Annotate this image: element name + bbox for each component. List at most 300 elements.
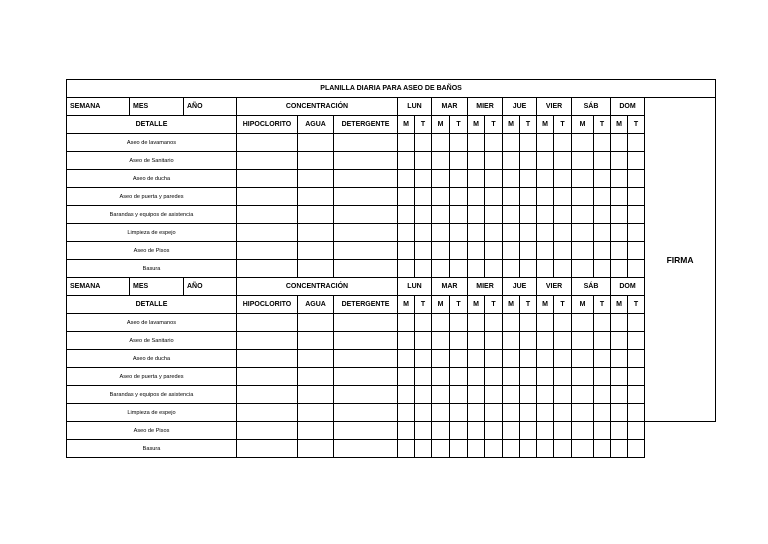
checkbox-mier-m[interactable] bbox=[468, 260, 485, 278]
checkbox-dom-m[interactable] bbox=[611, 260, 628, 278]
shift-t-mier: T bbox=[485, 116, 503, 134]
checkbox-mar-m[interactable] bbox=[432, 260, 450, 278]
agua-cell[interactable] bbox=[298, 386, 334, 404]
checkbox-mar-m[interactable] bbox=[432, 134, 450, 152]
hipoclorito-cell[interactable] bbox=[237, 206, 298, 224]
detergente-cell[interactable] bbox=[334, 152, 398, 170]
checkbox-lun-t[interactable] bbox=[415, 188, 432, 206]
checkbox-sab-m[interactable] bbox=[572, 260, 594, 278]
checkbox-vier-m[interactable] bbox=[537, 422, 554, 440]
checkbox-mier-t[interactable] bbox=[485, 350, 503, 368]
checkbox-dom-m[interactable] bbox=[611, 188, 628, 206]
checkbox-vier-m[interactable] bbox=[537, 224, 554, 242]
checkbox-dom-t[interactable] bbox=[628, 314, 645, 332]
checkbox-sab-m[interactable] bbox=[572, 206, 594, 224]
checkbox-jue-t[interactable] bbox=[520, 314, 537, 332]
checkbox-dom-m[interactable] bbox=[611, 440, 628, 458]
shift-t-mier: T bbox=[485, 296, 503, 314]
checkbox-jue-t[interactable] bbox=[520, 206, 537, 224]
checkbox-dom-t[interactable] bbox=[628, 440, 645, 458]
checkbox-dom-m[interactable] bbox=[611, 404, 628, 422]
checkbox-mier-t[interactable] bbox=[485, 314, 503, 332]
checkbox-mier-m[interactable] bbox=[468, 350, 485, 368]
detalle-label: DETALLE bbox=[67, 296, 237, 314]
checkbox-jue-m[interactable] bbox=[503, 170, 520, 188]
agua-cell[interactable] bbox=[298, 224, 334, 242]
checkbox-mier-t[interactable] bbox=[485, 206, 503, 224]
checkbox-dom-m[interactable] bbox=[611, 332, 628, 350]
day-header-dom: DOM bbox=[611, 278, 645, 296]
shift-t-lun: T bbox=[415, 296, 432, 314]
checkbox-vier-t[interactable] bbox=[554, 224, 572, 242]
shift-t-mar: T bbox=[450, 296, 468, 314]
checkbox-mier-m[interactable] bbox=[468, 242, 485, 260]
checkbox-mar-t[interactable] bbox=[450, 332, 468, 350]
hipoclorito-cell[interactable] bbox=[237, 332, 298, 350]
hipoclorito-cell[interactable] bbox=[237, 386, 298, 404]
checkbox-vier-m[interactable] bbox=[537, 386, 554, 404]
checkbox-dom-m[interactable] bbox=[611, 206, 628, 224]
checkbox-mier-t[interactable] bbox=[485, 170, 503, 188]
checkbox-jue-m[interactable] bbox=[503, 260, 520, 278]
checkbox-sab-t[interactable] bbox=[594, 314, 611, 332]
detergente-cell[interactable] bbox=[334, 350, 398, 368]
block-1-task-row bbox=[67, 188, 716, 206]
checkbox-dom-m[interactable] bbox=[611, 422, 628, 440]
checkbox-mar-m[interactable] bbox=[432, 224, 450, 242]
checkbox-sab-m[interactable] bbox=[572, 170, 594, 188]
checkbox-mar-m[interactable] bbox=[432, 368, 450, 386]
checkbox-sab-t[interactable] bbox=[594, 206, 611, 224]
checkbox-mier-t[interactable] bbox=[485, 224, 503, 242]
detergente-cell[interactable] bbox=[334, 188, 398, 206]
checkbox-vier-t[interactable] bbox=[554, 386, 572, 404]
checkbox-mar-t[interactable] bbox=[450, 368, 468, 386]
checkbox-vier-t[interactable] bbox=[554, 422, 572, 440]
checkbox-mier-t[interactable] bbox=[485, 404, 503, 422]
checkbox-sab-t[interactable] bbox=[594, 332, 611, 350]
checkbox-lun-m[interactable] bbox=[398, 332, 415, 350]
checkbox-lun-t[interactable] bbox=[415, 134, 432, 152]
checkbox-dom-t[interactable] bbox=[628, 422, 645, 440]
checkbox-vier-t[interactable] bbox=[554, 314, 572, 332]
checkbox-dom-t[interactable] bbox=[628, 404, 645, 422]
checkbox-mier-t[interactable] bbox=[485, 368, 503, 386]
hipoclorito-cell[interactable] bbox=[237, 152, 298, 170]
checkbox-mar-t[interactable] bbox=[450, 152, 468, 170]
detergente-cell[interactable] bbox=[334, 242, 398, 260]
checkbox-jue-m[interactable] bbox=[503, 404, 520, 422]
checkbox-mier-m[interactable] bbox=[468, 422, 485, 440]
detergente-cell[interactable] bbox=[334, 134, 398, 152]
checkbox-sab-t[interactable] bbox=[594, 386, 611, 404]
checkbox-dom-t[interactable] bbox=[628, 170, 645, 188]
checkbox-lun-m[interactable] bbox=[398, 386, 415, 404]
checkbox-lun-m[interactable] bbox=[398, 350, 415, 368]
day-header-mier: MIER bbox=[468, 98, 503, 116]
checkbox-sab-m[interactable] bbox=[572, 368, 594, 386]
checkbox-mar-m[interactable] bbox=[432, 350, 450, 368]
checkbox-lun-m[interactable] bbox=[398, 314, 415, 332]
checkbox-mar-t[interactable] bbox=[450, 260, 468, 278]
checkbox-lun-t[interactable] bbox=[415, 224, 432, 242]
agua-cell[interactable] bbox=[298, 152, 334, 170]
hipoclorito-cell[interactable] bbox=[237, 368, 298, 386]
checkbox-vier-m[interactable] bbox=[537, 170, 554, 188]
checkbox-mier-t[interactable] bbox=[485, 440, 503, 458]
checkbox-dom-t[interactable] bbox=[628, 332, 645, 350]
checkbox-vier-m[interactable] bbox=[537, 188, 554, 206]
checkbox-mier-m[interactable] bbox=[468, 404, 485, 422]
checkbox-sab-m[interactable] bbox=[572, 314, 594, 332]
checkbox-vier-t[interactable] bbox=[554, 350, 572, 368]
checkbox-mar-m[interactable] bbox=[432, 242, 450, 260]
checkbox-vier-m[interactable] bbox=[537, 242, 554, 260]
block-1-header-row bbox=[67, 98, 716, 116]
hipoclorito-cell[interactable] bbox=[237, 242, 298, 260]
checkbox-jue-t[interactable] bbox=[520, 368, 537, 386]
checkbox-mier-t[interactable] bbox=[485, 386, 503, 404]
checkbox-lun-t[interactable] bbox=[415, 350, 432, 368]
checkbox-sab-m[interactable] bbox=[572, 134, 594, 152]
task-label: Aseo de Sanitario bbox=[67, 152, 237, 170]
checkbox-dom-t[interactable] bbox=[628, 386, 645, 404]
detergente-cell[interactable] bbox=[334, 404, 398, 422]
checkbox-mar-m[interactable] bbox=[432, 152, 450, 170]
checkbox-lun-m[interactable] bbox=[398, 152, 415, 170]
checkbox-vier-m[interactable] bbox=[537, 332, 554, 350]
checkbox-mier-t[interactable] bbox=[485, 242, 503, 260]
checkbox-sab-m[interactable] bbox=[572, 350, 594, 368]
checkbox-mier-m[interactable] bbox=[468, 206, 485, 224]
checkbox-jue-m[interactable] bbox=[503, 224, 520, 242]
day-header-jue: JUE bbox=[503, 98, 537, 116]
checkbox-mar-t[interactable] bbox=[450, 242, 468, 260]
checkbox-jue-t[interactable] bbox=[520, 404, 537, 422]
detergente-cell[interactable] bbox=[334, 422, 398, 440]
checkbox-mar-t[interactable] bbox=[450, 404, 468, 422]
shift-t-jue: T bbox=[520, 116, 537, 134]
checkbox-sab-t[interactable] bbox=[594, 134, 611, 152]
checkbox-dom-m[interactable] bbox=[611, 224, 628, 242]
checkbox-mier-m[interactable] bbox=[468, 314, 485, 332]
hipoclorito-cell[interactable] bbox=[237, 422, 298, 440]
checkbox-lun-m[interactable] bbox=[398, 260, 415, 278]
hipoclorito-cell[interactable] bbox=[237, 188, 298, 206]
checkbox-jue-m[interactable] bbox=[503, 332, 520, 350]
checkbox-jue-t[interactable] bbox=[520, 386, 537, 404]
checkbox-sab-t[interactable] bbox=[594, 260, 611, 278]
checkbox-dom-m[interactable] bbox=[611, 170, 628, 188]
checkbox-mar-m[interactable] bbox=[432, 422, 450, 440]
checkbox-sab-m[interactable] bbox=[572, 152, 594, 170]
checkbox-dom-m[interactable] bbox=[611, 134, 628, 152]
checkbox-jue-m[interactable] bbox=[503, 314, 520, 332]
day-header-mar: MAR bbox=[432, 278, 468, 296]
checkbox-lun-m[interactable] bbox=[398, 242, 415, 260]
checkbox-mier-t[interactable] bbox=[485, 260, 503, 278]
checkbox-lun-m[interactable] bbox=[398, 206, 415, 224]
checkbox-jue-t[interactable] bbox=[520, 224, 537, 242]
checkbox-lun-t[interactable] bbox=[415, 368, 432, 386]
checkbox-dom-t[interactable] bbox=[628, 368, 645, 386]
checkbox-dom-m[interactable] bbox=[611, 350, 628, 368]
checkbox-jue-m[interactable] bbox=[503, 188, 520, 206]
checkbox-jue-m[interactable] bbox=[503, 368, 520, 386]
checkbox-sab-t[interactable] bbox=[594, 152, 611, 170]
checkbox-dom-m[interactable] bbox=[611, 386, 628, 404]
agua-cell[interactable] bbox=[298, 314, 334, 332]
checkbox-lun-t[interactable] bbox=[415, 152, 432, 170]
detergente-cell[interactable] bbox=[334, 386, 398, 404]
block-2-task-row bbox=[67, 386, 716, 404]
checkbox-lun-t[interactable] bbox=[415, 422, 432, 440]
checkbox-mar-t[interactable] bbox=[450, 206, 468, 224]
checkbox-lun-t[interactable] bbox=[415, 332, 432, 350]
checkbox-mier-t[interactable] bbox=[485, 134, 503, 152]
checkbox-dom-t[interactable] bbox=[628, 152, 645, 170]
agua-cell[interactable] bbox=[298, 332, 334, 350]
checkbox-vier-t[interactable] bbox=[554, 134, 572, 152]
checkbox-lun-m[interactable] bbox=[398, 170, 415, 188]
shift-m-dom: M bbox=[611, 296, 628, 314]
checkbox-lun-t[interactable] bbox=[415, 440, 432, 458]
detergente-cell[interactable] bbox=[334, 368, 398, 386]
task-label: Aseo de Pisos bbox=[67, 242, 237, 260]
checkbox-vier-m[interactable] bbox=[537, 350, 554, 368]
checkbox-mar-t[interactable] bbox=[450, 422, 468, 440]
checkbox-vier-m[interactable] bbox=[537, 440, 554, 458]
checkbox-mar-t[interactable] bbox=[450, 134, 468, 152]
checkbox-mier-t[interactable] bbox=[485, 332, 503, 350]
checkbox-sab-t[interactable] bbox=[594, 368, 611, 386]
hipoclorito-cell[interactable] bbox=[237, 440, 298, 458]
checkbox-vier-t[interactable] bbox=[554, 170, 572, 188]
checkbox-mier-t[interactable] bbox=[485, 422, 503, 440]
day-header-sab: SÁB bbox=[572, 278, 611, 296]
checkbox-dom-m[interactable] bbox=[611, 152, 628, 170]
checkbox-vier-m[interactable] bbox=[537, 404, 554, 422]
checkbox-mier-m[interactable] bbox=[468, 170, 485, 188]
hipoclorito-cell[interactable] bbox=[237, 350, 298, 368]
checkbox-lun-m[interactable] bbox=[398, 224, 415, 242]
checkbox-lun-t[interactable] bbox=[415, 206, 432, 224]
checkbox-jue-t[interactable] bbox=[520, 242, 537, 260]
checkbox-sab-t[interactable] bbox=[594, 350, 611, 368]
checkbox-mier-m[interactable] bbox=[468, 188, 485, 206]
checkbox-mar-t[interactable] bbox=[450, 314, 468, 332]
checkbox-mier-t[interactable] bbox=[485, 188, 503, 206]
checkbox-jue-t[interactable] bbox=[520, 440, 537, 458]
checkbox-mar-t[interactable] bbox=[450, 170, 468, 188]
hipoclorito-cell[interactable] bbox=[237, 404, 298, 422]
detergente-cell[interactable] bbox=[334, 332, 398, 350]
checkbox-sab-t[interactable] bbox=[594, 404, 611, 422]
concentracion-label: CONCENTRACIÓN bbox=[237, 98, 398, 116]
checkbox-sab-t[interactable] bbox=[594, 440, 611, 458]
checkbox-sab-t[interactable] bbox=[594, 422, 611, 440]
checkbox-dom-t[interactable] bbox=[628, 224, 645, 242]
checkbox-jue-m[interactable] bbox=[503, 242, 520, 260]
checkbox-sab-m[interactable] bbox=[572, 404, 594, 422]
checkbox-mier-m[interactable] bbox=[468, 440, 485, 458]
block-2-task-row bbox=[67, 368, 716, 386]
checkbox-lun-t[interactable] bbox=[415, 170, 432, 188]
day-header-vier: VIER bbox=[537, 98, 572, 116]
checkbox-mier-t[interactable] bbox=[485, 152, 503, 170]
checkbox-vier-m[interactable] bbox=[537, 206, 554, 224]
checkbox-jue-m[interactable] bbox=[503, 152, 520, 170]
checkbox-mar-m[interactable] bbox=[432, 170, 450, 188]
checkbox-mier-m[interactable] bbox=[468, 386, 485, 404]
firma-label: FIRMA bbox=[645, 98, 716, 422]
checkbox-lun-t[interactable] bbox=[415, 242, 432, 260]
checkbox-vier-t[interactable] bbox=[554, 260, 572, 278]
checkbox-lun-t[interactable] bbox=[415, 260, 432, 278]
shift-m-jue: M bbox=[503, 116, 520, 134]
agua-cell[interactable] bbox=[298, 422, 334, 440]
agua-cell[interactable] bbox=[298, 134, 334, 152]
checkbox-mar-m[interactable] bbox=[432, 386, 450, 404]
checkbox-mar-t[interactable] bbox=[450, 224, 468, 242]
agua-cell[interactable] bbox=[298, 368, 334, 386]
checkbox-dom-t[interactable] bbox=[628, 188, 645, 206]
checkbox-jue-t[interactable] bbox=[520, 332, 537, 350]
checkbox-mar-t[interactable] bbox=[450, 188, 468, 206]
checkbox-vier-t[interactable] bbox=[554, 206, 572, 224]
checkbox-vier-m[interactable] bbox=[537, 152, 554, 170]
detergente-cell[interactable] bbox=[334, 314, 398, 332]
checkbox-mar-m[interactable] bbox=[432, 404, 450, 422]
agua-label: AGUA bbox=[298, 296, 334, 314]
hipoclorito-cell[interactable] bbox=[237, 260, 298, 278]
checkbox-sab-m[interactable] bbox=[572, 224, 594, 242]
agua-cell[interactable] bbox=[298, 188, 334, 206]
checkbox-dom-m[interactable] bbox=[611, 314, 628, 332]
checkbox-sab-m[interactable] bbox=[572, 242, 594, 260]
checkbox-mier-m[interactable] bbox=[468, 134, 485, 152]
detergente-cell[interactable] bbox=[334, 224, 398, 242]
checkbox-vier-m[interactable] bbox=[537, 134, 554, 152]
checkbox-lun-m[interactable] bbox=[398, 440, 415, 458]
detergente-cell[interactable] bbox=[334, 206, 398, 224]
checkbox-vier-t[interactable] bbox=[554, 242, 572, 260]
agua-cell[interactable] bbox=[298, 404, 334, 422]
checkbox-jue-m[interactable] bbox=[503, 134, 520, 152]
checkbox-jue-m[interactable] bbox=[503, 206, 520, 224]
checkbox-lun-t[interactable] bbox=[415, 314, 432, 332]
shift-m-vier: M bbox=[537, 296, 554, 314]
hipoclorito-cell[interactable] bbox=[237, 170, 298, 188]
checkbox-sab-t[interactable] bbox=[594, 170, 611, 188]
checkbox-jue-t[interactable] bbox=[520, 152, 537, 170]
checkbox-jue-m[interactable] bbox=[503, 350, 520, 368]
checkbox-dom-t[interactable] bbox=[628, 206, 645, 224]
checkbox-vier-t[interactable] bbox=[554, 188, 572, 206]
checkbox-lun-m[interactable] bbox=[398, 422, 415, 440]
checkbox-sab-t[interactable] bbox=[594, 188, 611, 206]
checkbox-sab-m[interactable] bbox=[572, 440, 594, 458]
checkbox-dom-t[interactable] bbox=[628, 350, 645, 368]
checkbox-vier-m[interactable] bbox=[537, 260, 554, 278]
checkbox-mar-t[interactable] bbox=[450, 386, 468, 404]
checkbox-dom-t[interactable] bbox=[628, 242, 645, 260]
semana-label: SEMANA bbox=[67, 278, 130, 296]
checkbox-sab-m[interactable] bbox=[572, 332, 594, 350]
checkbox-mier-m[interactable] bbox=[468, 332, 485, 350]
checkbox-dom-t[interactable] bbox=[628, 134, 645, 152]
checkbox-vier-t[interactable] bbox=[554, 152, 572, 170]
checkbox-dom-m[interactable] bbox=[611, 242, 628, 260]
checkbox-jue-m[interactable] bbox=[503, 386, 520, 404]
checkbox-jue-t[interactable] bbox=[520, 188, 537, 206]
checkbox-mier-m[interactable] bbox=[468, 368, 485, 386]
agua-cell[interactable] bbox=[298, 440, 334, 458]
checkbox-jue-t[interactable] bbox=[520, 260, 537, 278]
checkbox-jue-t[interactable] bbox=[520, 170, 537, 188]
checkbox-lun-m[interactable] bbox=[398, 404, 415, 422]
checkbox-mier-m[interactable] bbox=[468, 224, 485, 242]
checkbox-sab-m[interactable] bbox=[572, 188, 594, 206]
agua-cell[interactable] bbox=[298, 206, 334, 224]
checkbox-jue-m[interactable] bbox=[503, 440, 520, 458]
agua-cell[interactable] bbox=[298, 242, 334, 260]
hipoclorito-cell[interactable] bbox=[237, 224, 298, 242]
checkbox-mier-m[interactable] bbox=[468, 152, 485, 170]
checkbox-jue-m[interactable] bbox=[503, 422, 520, 440]
detergente-cell[interactable] bbox=[334, 260, 398, 278]
hipoclorito-cell[interactable] bbox=[237, 134, 298, 152]
agua-cell[interactable] bbox=[298, 170, 334, 188]
agua-cell[interactable] bbox=[298, 260, 334, 278]
checkbox-vier-m[interactable] bbox=[537, 314, 554, 332]
detergente-cell[interactable] bbox=[334, 440, 398, 458]
checkbox-jue-t[interactable] bbox=[520, 134, 537, 152]
checkbox-sab-m[interactable] bbox=[572, 422, 594, 440]
checkbox-jue-t[interactable] bbox=[520, 422, 537, 440]
checkbox-mar-m[interactable] bbox=[432, 188, 450, 206]
checkbox-dom-t[interactable] bbox=[628, 260, 645, 278]
checkbox-mar-m[interactable] bbox=[432, 206, 450, 224]
checkbox-mar-m[interactable] bbox=[432, 440, 450, 458]
detergente-cell[interactable] bbox=[334, 170, 398, 188]
checkbox-vier-t[interactable] bbox=[554, 368, 572, 386]
agua-cell[interactable] bbox=[298, 350, 334, 368]
checkbox-lun-m[interactable] bbox=[398, 188, 415, 206]
checkbox-vier-t[interactable] bbox=[554, 404, 572, 422]
checkbox-mar-t[interactable] bbox=[450, 350, 468, 368]
shift-m-mier: M bbox=[468, 116, 485, 134]
checkbox-vier-t[interactable] bbox=[554, 440, 572, 458]
checkbox-vier-t[interactable] bbox=[554, 332, 572, 350]
checkbox-mar-m[interactable] bbox=[432, 314, 450, 332]
checkbox-mar-m[interactable] bbox=[432, 332, 450, 350]
checkbox-lun-t[interactable] bbox=[415, 404, 432, 422]
checkbox-vier-m[interactable] bbox=[537, 368, 554, 386]
checkbox-lun-t[interactable] bbox=[415, 386, 432, 404]
checkbox-sab-t[interactable] bbox=[594, 242, 611, 260]
checkbox-sab-t[interactable] bbox=[594, 224, 611, 242]
checkbox-dom-m[interactable] bbox=[611, 368, 628, 386]
checkbox-jue-t[interactable] bbox=[520, 350, 537, 368]
hipoclorito-cell[interactable] bbox=[237, 314, 298, 332]
checkbox-lun-m[interactable] bbox=[398, 368, 415, 386]
block-1-subheader-row bbox=[67, 116, 716, 134]
checkbox-sab-m[interactable] bbox=[572, 386, 594, 404]
task-label: Aseo de lavamanos bbox=[67, 134, 237, 152]
checkbox-lun-m[interactable] bbox=[398, 134, 415, 152]
checkbox-mar-t[interactable] bbox=[450, 440, 468, 458]
